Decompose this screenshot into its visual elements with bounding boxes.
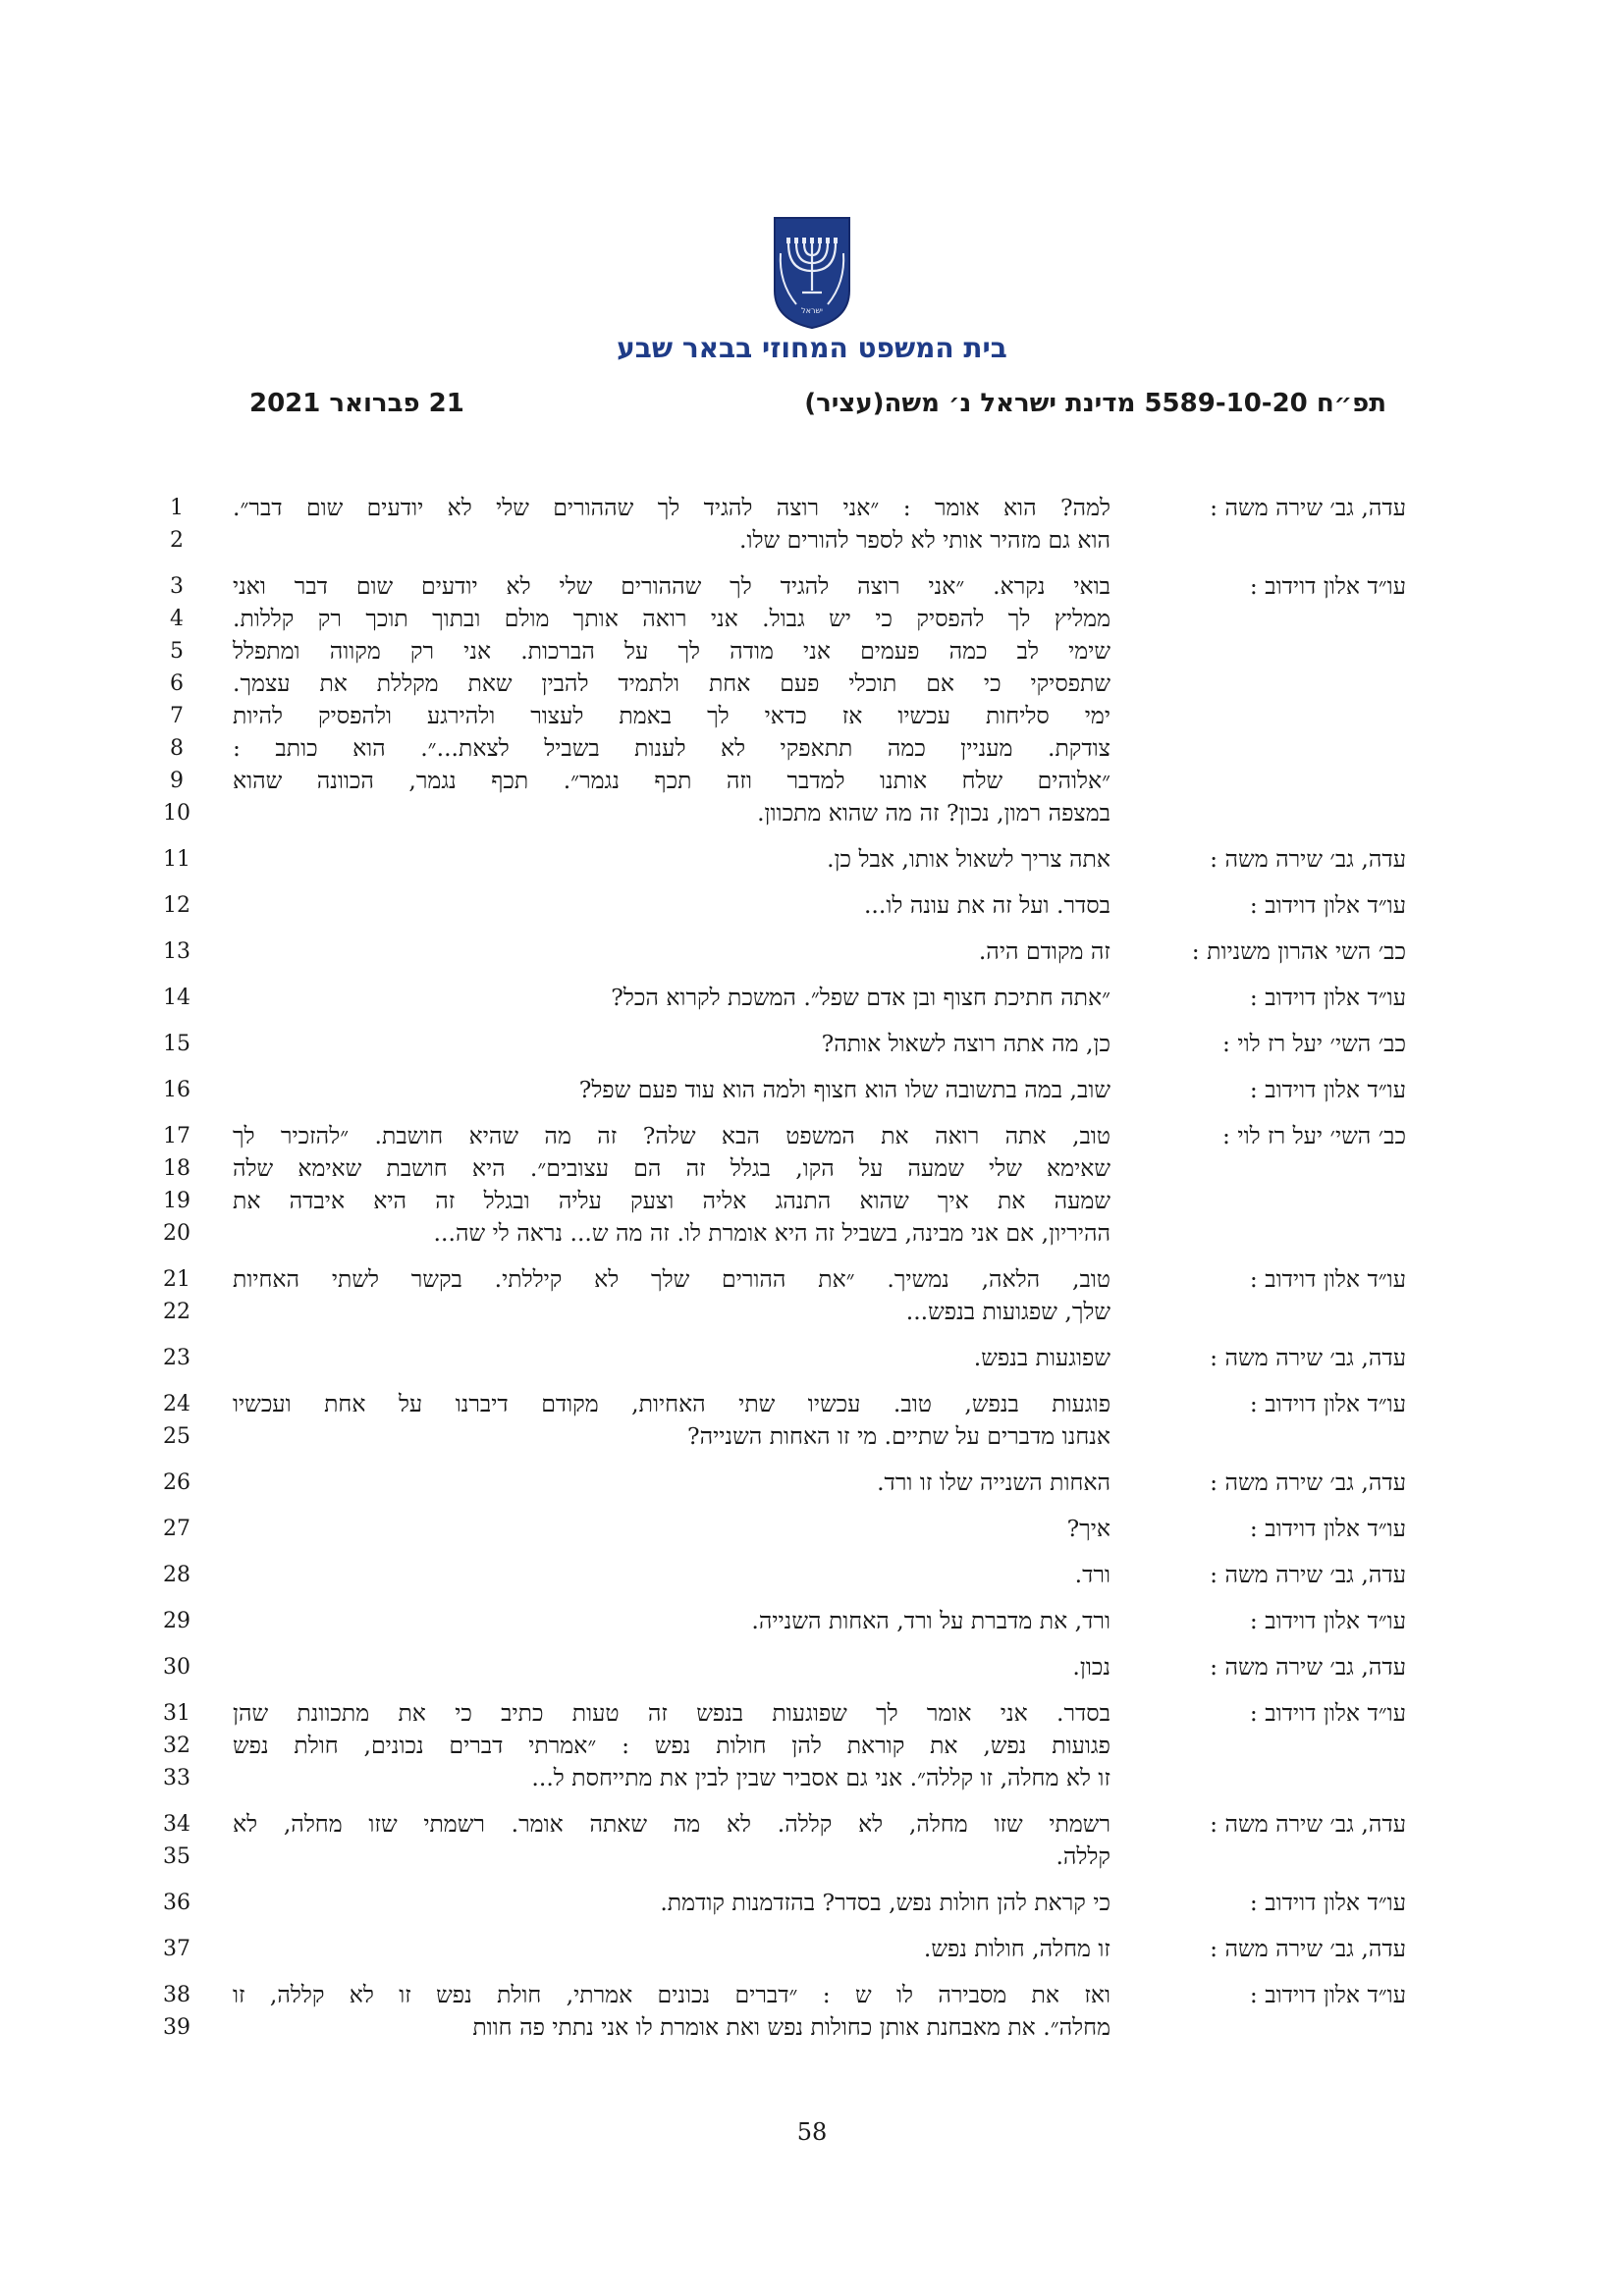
testimony-line: שוב, במה בתשובה שלו הוא חצוף ולמה הוא עוד פעם שפל?	[578, 1076, 1110, 1103]
state-emblem-icon	[771, 214, 853, 332]
transcript-entry	[0, 1559, 1624, 1591]
line-number: 18	[163, 1156, 190, 1181]
line-numbers	[162, 889, 191, 922]
line-number: 1	[170, 496, 184, 520]
testimony-line: ורד.	[1074, 1561, 1110, 1588]
emblem-caption: ישראל	[801, 306, 823, 315]
line-numbers	[162, 492, 191, 557]
line-numbers	[162, 1342, 191, 1374]
line-number: 20	[163, 1221, 190, 1246]
testimony-line: האחות השנייה שלו זו ורד.	[877, 1468, 1110, 1496]
testimony-text	[233, 1808, 1110, 1873]
testimony-line: כן, מה אתה רוצה לשאול אותה?	[821, 1030, 1110, 1057]
transcript-entry	[0, 982, 1624, 1014]
transcript-entry	[0, 1513, 1624, 1545]
line-numbers	[162, 1388, 191, 1453]
line-number: 38	[163, 1983, 190, 2007]
transcript-entry	[0, 1979, 1624, 2044]
testimony-text	[233, 1388, 1110, 1453]
line-number: 2	[170, 528, 184, 553]
transcript-entry	[0, 1651, 1624, 1683]
speaker-label: עו״ד אלון דוידוב :	[1249, 1076, 1406, 1103]
line-number: 6	[170, 671, 184, 696]
line-numbers	[162, 570, 191, 829]
line-number: 17	[163, 1124, 190, 1148]
testimony-line: שאימא שלי שמעה על הקו, בגלל זה הם עצובים״. היא חושבת שאימא שלה	[233, 1154, 1110, 1182]
testimony-text	[233, 1559, 1110, 1591]
line-numbers	[162, 982, 191, 1014]
testimony-text	[233, 889, 1110, 922]
line-number: 32	[163, 1734, 190, 1758]
speaker-label: עו״ד אלון דוידוב :	[1249, 1889, 1406, 1916]
testimony-line: שפוגעות בנפש.	[973, 1344, 1110, 1371]
line-numbers	[162, 1467, 191, 1499]
testimony-text	[233, 1933, 1110, 1965]
speaker-label: עדה, גב׳ שירה משה :	[1210, 1561, 1406, 1588]
testimony-line: זה מקודם היה.	[978, 937, 1110, 965]
line-numbers	[162, 1028, 191, 1060]
speaker-label: עו״ד אלון דוידוב :	[1249, 572, 1406, 600]
testimony-line: בסדר. ועל זה את עונה לו...	[863, 891, 1110, 919]
line-numbers	[162, 1120, 191, 1250]
transcript-entry	[0, 1697, 1624, 1794]
testimony-text	[233, 1263, 1110, 1328]
testimony-line: הוא גם מזהיר אותי לא לספר להורים שלו.	[739, 526, 1110, 554]
line-numbers	[162, 935, 191, 968]
speaker-label: עו״ד אלון דוידוב :	[1249, 1607, 1406, 1634]
line-number: 30	[163, 1655, 190, 1680]
testimony-line: שימי לב כמה פעמים אני מודה לך על הברכות. אני רק מקווה ומתפלל	[233, 637, 1110, 665]
line-number: 8	[170, 736, 184, 761]
speaker-label: עו״ד אלון דוידוב :	[1249, 1515, 1406, 1542]
line-number: 3	[170, 574, 184, 599]
testimony-line: זו מחלה, חולות נפש.	[923, 1935, 1110, 1962]
speaker-label: עדה, גב׳ שירה משה :	[1210, 1653, 1406, 1681]
speaker-label: עו״ד אלון דוידוב :	[1249, 1390, 1406, 1417]
line-number: 39	[163, 2015, 190, 2040]
line-number: 31	[163, 1701, 190, 1726]
testimony-text	[233, 935, 1110, 968]
transcript-entry	[0, 889, 1624, 922]
testimony-line: ״אתה חתיכת חצוף ובן אדם שפל״. המשכת לקרוא הכל?	[611, 984, 1110, 1011]
testimony-line: למה? הוא אומר : ״אני רוצה להגיד לך שההורים שלי לא יודעים שום דבר״.	[233, 494, 1110, 521]
testimony-text	[233, 1605, 1110, 1637]
testimony-line: ואז את מסבירה לו ש : ״דברים נכונים אמרתי, חולת נפש זו לא קללה, זו	[233, 1981, 1110, 2008]
testimony-text	[233, 1120, 1110, 1250]
transcript-entry	[0, 1933, 1624, 1965]
line-number: 14	[163, 986, 190, 1010]
testimony-text	[233, 1697, 1110, 1794]
line-numbers	[162, 1697, 191, 1794]
document-date: 21 פברואר 2021	[249, 389, 464, 418]
testimony-line: רשמתי שזו מחלה, לא קללה. לא מה שאתה אומר. רשמתי שזו מחלה, לא	[233, 1810, 1110, 1838]
line-number: 10	[163, 801, 190, 826]
testimony-text	[233, 1651, 1110, 1683]
transcript-entry	[0, 570, 1624, 829]
line-number: 37	[163, 1937, 190, 1961]
testimony-line: ממליץ לך להפסיק כי יש גבול. אני רואה אותך מולם ובתוך תוכך רק קללות.	[233, 605, 1110, 632]
line-numbers	[162, 843, 191, 876]
testimony-line: שמעה את איך שהוא התנהג אליה וצעק עליה ובגלל זה היא איבדה את	[233, 1187, 1110, 1214]
line-number: 22	[163, 1300, 190, 1324]
line-number: 9	[170, 769, 184, 793]
line-number: 11	[163, 847, 190, 872]
testimony-line: זו לא מחלה, זו קללה״. אני גם אסביר שבין לבין את מתייחסת ל...	[531, 1764, 1110, 1791]
transcript-entry	[0, 1467, 1624, 1499]
testimony-line: שתפסיקי כי אם תוכלי פעם אחת ולתמיד להבין שאת מקללת את עצמך.	[233, 669, 1110, 697]
speaker-label: עו״ד אלון דוידוב :	[1249, 1981, 1406, 2008]
line-number: 34	[163, 1812, 190, 1837]
testimony-line: בסדר. אני אומר לך שפוגעות בנפש זה טעות כתיב כי את מתכוונת שהן	[233, 1699, 1110, 1727]
testimony-line: אתה צריך לשאול אותו, אבל כן.	[827, 845, 1110, 873]
testimony-line: נכון.	[1072, 1653, 1110, 1681]
testimony-line: שלך, שפגועות בנפש...	[905, 1298, 1110, 1325]
speaker-label: עדה, גב׳ שירה משה :	[1210, 845, 1406, 873]
speaker-label: עדה, גב׳ שירה משה :	[1210, 1468, 1406, 1496]
testimony-text	[233, 1028, 1110, 1060]
testimony-line: במצפה רמון, נכון? זה מה שהוא מתכוון.	[757, 799, 1110, 827]
line-number: 19	[163, 1189, 190, 1213]
court-name: בית המשפט המחוזי בבאר שבע	[617, 332, 1007, 364]
speaker-label: עו״ד אלון דוידוב :	[1249, 984, 1406, 1011]
case-title: תפ״ח 5589-10-20 מדינת ישראל נ׳ משה(עציר)	[804, 389, 1386, 418]
testimony-text	[233, 492, 1110, 557]
line-numbers	[162, 1559, 191, 1591]
testimony-text	[233, 1979, 1110, 2044]
line-number: 15	[163, 1032, 190, 1056]
testimony-line: קללה.	[1056, 1842, 1110, 1870]
line-number: 29	[163, 1609, 190, 1633]
testimony-line: כי קראת להן חולות נפש, בסדר? בהזדמנות קודמת.	[660, 1889, 1110, 1916]
line-numbers	[162, 1513, 191, 1545]
transcript-entry	[0, 1342, 1624, 1374]
line-numbers	[162, 1605, 191, 1637]
testimony-line: ״אלוהים שלח אותנו למדבר וזה תכף נגמר״. תכף נגמר, הכוונה שהוא	[233, 767, 1110, 794]
testimony-line: פגועות נפש, את קוראת להן חולות נפש : ״אמרתי דברים נכונים, חולת נפש	[233, 1732, 1110, 1759]
speaker-label: עדה, גב׳ שירה משה :	[1210, 1344, 1406, 1371]
speaker-label: עדה, גב׳ שירה משה :	[1210, 1935, 1406, 1962]
speaker-label: עדה, גב׳ שירה משה :	[1210, 1810, 1406, 1838]
speaker-label: עו״ד אלון דוידוב :	[1249, 891, 1406, 919]
speaker-label: עו״ד אלון דוידוב :	[1249, 1699, 1406, 1727]
testimony-text	[233, 843, 1110, 876]
testimony-text	[233, 1887, 1110, 1919]
line-number: 28	[163, 1563, 190, 1587]
testimony-text	[233, 982, 1110, 1014]
line-numbers	[162, 1263, 191, 1328]
testimony-line: פוגעות בנפש, טוב. עכשיו שתי האחיות, מקודם דיברנו על אחת ועכשיו	[233, 1390, 1110, 1417]
testimony-line: טוב, הלאה, נמשיך. ״את ההורים שלך לא קיללתי. בקשר לשתי האחיות	[233, 1265, 1110, 1293]
testimony-line: ימי סליחות עכשיו אז כדאי לך באמת לעצור ולהירגע ולהפסיק להיות	[233, 702, 1110, 729]
line-number: 7	[170, 704, 184, 728]
line-number: 27	[163, 1517, 190, 1541]
line-numbers	[162, 1074, 191, 1106]
testimony-line: ההיריון, אם אני מבינה, בשביל זה היא אומרת לו. זה מה ש... נראה לי שה...	[433, 1219, 1110, 1247]
testimony-line: איך?	[1066, 1515, 1110, 1542]
transcript-entry	[0, 1605, 1624, 1637]
testimony-text	[233, 1513, 1110, 1545]
testimony-text	[233, 1074, 1110, 1106]
testimony-text	[233, 1342, 1110, 1374]
testimony-line: טוב, אתה רואה את המשפט הבא שלה? זה מה שהיא חושבת. ״להזכיר לך	[233, 1122, 1110, 1149]
transcript-entry	[0, 1388, 1624, 1453]
line-number: 12	[163, 893, 190, 918]
line-number: 23	[163, 1346, 190, 1370]
line-number: 5	[170, 639, 184, 664]
line-number: 35	[163, 1844, 190, 1869]
line-number: 25	[163, 1424, 190, 1449]
speaker-label: עדה, גב׳ שירה משה :	[1210, 494, 1406, 521]
line-number: 13	[163, 939, 190, 964]
line-number: 36	[163, 1891, 190, 1915]
line-numbers	[162, 1979, 191, 2044]
line-numbers	[162, 1933, 191, 1965]
transcript-entry	[0, 935, 1624, 968]
transcript-entry	[0, 1887, 1624, 1919]
page-number: 58	[796, 2118, 828, 2146]
speaker-label: כב׳ השי׳ יעל רז לוי :	[1222, 1122, 1406, 1149]
transcript-entry	[0, 1808, 1624, 1873]
line-numbers	[162, 1887, 191, 1919]
line-number: 21	[163, 1267, 190, 1292]
transcript	[0, 492, 1624, 2057]
testimony-line: צודקת. מעניין כמה תתאפקי לא לענות בשביל לצאת...״. הוא כותב :	[233, 734, 1110, 762]
testimony-text	[233, 1467, 1110, 1499]
transcript-entry	[0, 1263, 1624, 1328]
testimony-line: מחלה״. את מאבחנת אותן כחולות נפש ואת אומרת לו אני נתתי פה חוות	[472, 2013, 1110, 2041]
line-number: 24	[163, 1392, 190, 1416]
transcript-entry	[0, 1120, 1624, 1250]
line-number: 33	[163, 1766, 190, 1790]
transcript-entry	[0, 843, 1624, 876]
line-number: 4	[170, 607, 184, 631]
line-number: 26	[163, 1470, 190, 1495]
line-number: 16	[163, 1078, 190, 1102]
line-numbers	[162, 1651, 191, 1683]
transcript-entry	[0, 1028, 1624, 1060]
testimony-line: אנחנו מדברים על שתיים. מי זו האחות השנייה?	[686, 1422, 1110, 1450]
testimony-line: בואי נקרא. ״אני רוצה להגיד לך שההורים שלי לא יודעים שום דבר ואני	[233, 572, 1110, 600]
transcript-entry	[0, 492, 1624, 557]
line-numbers	[162, 1808, 191, 1873]
testimony-line: ורד, את מדברת על ורד, האחות השנייה.	[751, 1607, 1110, 1634]
speaker-label: כב׳ השי אהרון משניות :	[1191, 937, 1406, 965]
transcript-entry	[0, 1074, 1624, 1106]
speaker-label: כב׳ השי׳ יעל רז לוי :	[1222, 1030, 1406, 1057]
speaker-label: עו״ד אלון דוידוב :	[1249, 1265, 1406, 1293]
testimony-text	[233, 570, 1110, 829]
